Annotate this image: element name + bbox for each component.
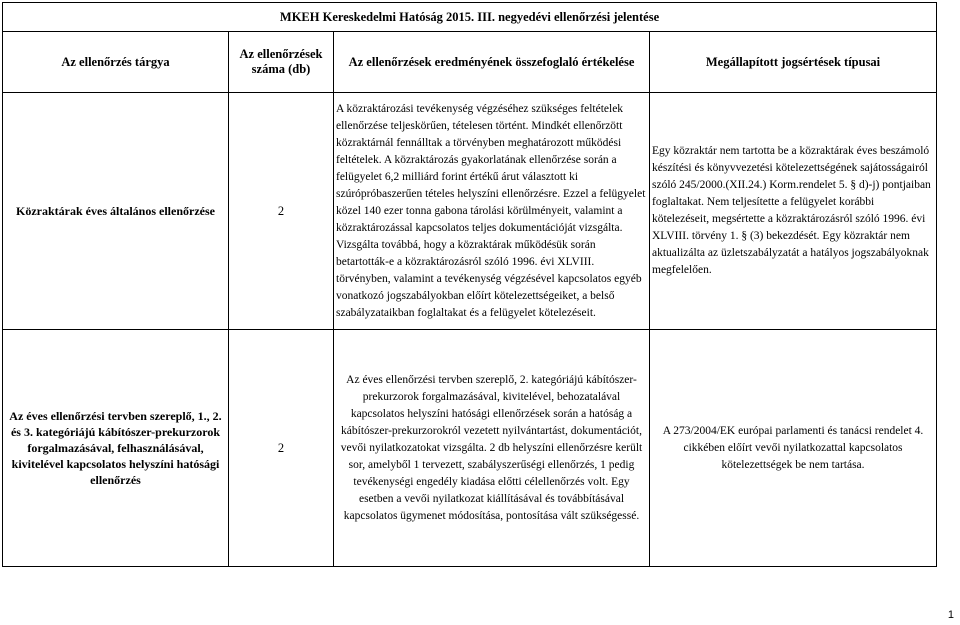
row-violations: A 273/2004/EK európai parlamenti és tanácsi rendelet 4. cikkében előírt vevői nyilatkozattal kapcsolatos kötelezettségek be nem tartása. [650, 330, 937, 567]
row-summary: A közraktározási tevékenység végzéséhez szükséges feltételek ellenőrzése teljeskörűen, tételesen történt. Mindkét ellenőrzött közraktárnál fennálltak a törvényben meghatározott működési feltételek. A közraktározás gyakorlatának ellenőrzése során a felügyelet 6,2 milliárd forint értékű árut választott ki szúrópróbaszerűen tételes helyszíni ellenőrzésre. Ezzel a felügyelet közel 140 ezer tonna gabona tárolási körülményeit, valamint a közraktározással kapcsolatos teljes dokumentációját vizsgálta. Vizsgálta továbbá, hogy a közraktárak működésük során betartották-e a közraktározásról szóló 1996. évi XLVIII. törvényben, valamint a tevékenység végzésével kapcsolatos egyéb vonatkozó jogszabályokban előírt kötelezettségeiket, a belső szabályzataikban foglaltakat és a felügyelet kötelezéseit. [334, 93, 650, 330]
header-violations: Megállapított jogsértések típusai [650, 32, 937, 93]
row-count: 2 [229, 93, 334, 330]
table-row [3, 93, 937, 330]
header-count [229, 32, 334, 93]
header-count-line2: száma (db) [251, 62, 311, 76]
page-number: 1 [947, 609, 954, 621]
table-row [3, 330, 937, 567]
report-title: MKEH Kereskedelmi Hatóság 2015. III. negyedévi ellenőrzési jelentése [3, 3, 937, 32]
row-subject: Az éves ellenőrzési tervben szereplő, 1., 2. és 3. kategóriájú kábítószer-prekurzorok forgalmazásával, felhasználásával, kivitelével kapcsolatos helyszíni hatósági ellenőrzés [3, 330, 229, 567]
row-violations: Egy közraktár nem tartotta be a közraktárak éves beszámoló készítési és könyvvezetési kötelezettségének sajátosságairól szóló 245/2000.(XII.24.) Korm.rendelet 5. § d)-j) pontjaiban foglaltakat. Nem teljesítette a felügyelet korábbi kötelezéseit, megsértette a közraktározásról szóló 1996. évi XLVIII. törvény 1. § (3) bekezdését. Egy közraktár nem aktualizálta az üzletszabályzatát a hatályos jogszabályoknak megfelelően. [650, 93, 937, 330]
report-table [2, 2, 937, 567]
row-subject: Közraktárak éves általános ellenőrzése [3, 93, 229, 330]
header-subject: Az ellenőrzés tárgya [3, 32, 229, 93]
row-count: 2 [229, 330, 334, 567]
header-summary: Az ellenőrzések eredményének összefoglaló értékelése [334, 32, 650, 93]
header-count-line1: Az ellenőrzések [239, 47, 323, 61]
row-summary: Az éves ellenőrzési tervben szereplő, 2. kategóriájú kábítószer-prekurzorok forgalmazásával, kivitelével, behozatalával kapcsolatos helyszíni hatósági ellenőrzések során a hatóság a kábítószer-prekurzorokról vezetett nyilvántartást, dokumentációt, vevői nyilatkozatokat vizsgálta. 2 db helyszíni ellenőrzésre került sor, amelyből 1 tervezett, szabályszerűségi ellenőrzés, 1 pedig tevékenységi engedély kiadása előtti célellenőrzés volt. Egy esetben a vevői nyilatkozat kiállításával és továbbításával kapcsolatos ügymenet módosítása, pontosítása vált szükségessé. [334, 330, 650, 567]
header-row [3, 32, 937, 93]
